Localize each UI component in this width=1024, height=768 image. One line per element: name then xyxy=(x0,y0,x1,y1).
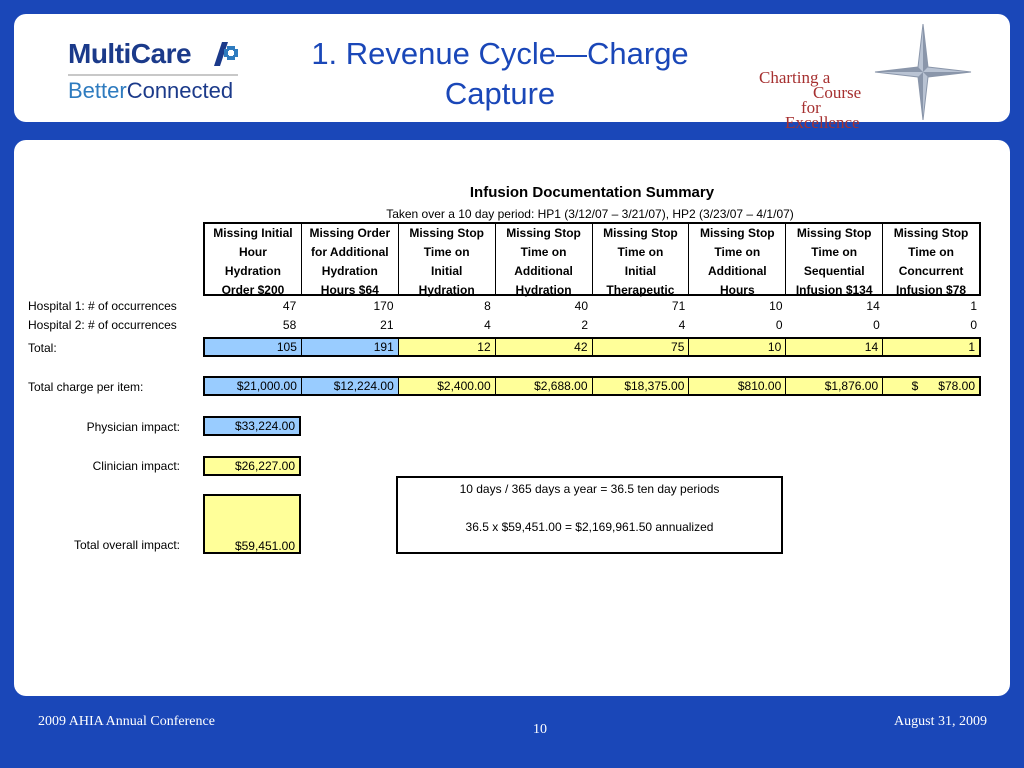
note-line-1: 10 days / 365 days a year = 36.5 ten day periods xyxy=(459,482,720,496)
cross-icon xyxy=(210,40,238,68)
table-cell: 10 xyxy=(689,339,786,355)
column-header: Missing Stop Time on Initial Therapeutic xyxy=(593,224,690,294)
table-cell: 191 xyxy=(302,339,399,355)
column-header: Missing Stop Time on Additional Hours xyxy=(689,224,786,294)
note-line-2: 36.5 x $59,451.00 = $2,169,961.50 annualized xyxy=(465,520,714,534)
hospital2-row xyxy=(203,318,981,332)
column-header: Missing Stop Time on Concurrent Infusion $78 xyxy=(893,226,969,297)
table-cell: 0 xyxy=(970,318,977,332)
table-cell: 105 xyxy=(205,339,302,355)
column-header: Missing Stop Time on Initial Hydration xyxy=(399,224,496,294)
table-cell: 71 xyxy=(671,299,686,313)
table-cell: 14 xyxy=(866,299,880,313)
physician-impact-value: $33,224.00 xyxy=(203,416,301,436)
table-cell: 170 xyxy=(373,299,394,313)
table-cell: 4 xyxy=(678,318,686,332)
hospital1-row xyxy=(203,299,981,313)
table-cell: 75 xyxy=(593,339,690,355)
table-cell: $ $78.00 xyxy=(883,378,979,394)
column-header: Missing Order for Additional Hydration Hours $64 xyxy=(302,224,399,294)
table-cell: 58 xyxy=(282,318,297,332)
column-header: Missing Stop Time on Additional Hydration xyxy=(496,224,593,294)
table-cell: 42 xyxy=(496,339,593,355)
table-cell: 0 xyxy=(873,318,880,332)
table-cell: $18,375.00 xyxy=(593,378,690,394)
table-cell: $12,224.00 xyxy=(302,378,399,394)
summary-title: Infusion Documentation Summary xyxy=(469,184,715,201)
table-cell: $2,688.00 xyxy=(496,378,593,394)
table-cell: 21 xyxy=(380,318,394,332)
slide-title: 1. Revenue Cycle—Charge Capture xyxy=(311,36,689,111)
logo-tagline: BetterConnected xyxy=(68,78,234,103)
table-cell: 1 xyxy=(883,339,979,355)
table-cell: 14 xyxy=(786,339,883,355)
physician-impact-label: Physician impact: xyxy=(86,420,180,434)
table-cell: 10 xyxy=(769,299,783,313)
charge-label: Total charge per item: xyxy=(28,380,144,394)
table-cell: $21,000.00 xyxy=(205,378,302,394)
table-cell: $2,400.00 xyxy=(399,378,496,394)
table-cell: 0 xyxy=(775,318,783,332)
clinician-impact-label: Clinician impact: xyxy=(92,459,180,473)
hospital1-label: Hospital 1: # of occurrences xyxy=(28,299,177,313)
table-cell: $810.00 xyxy=(689,378,786,394)
charge-row xyxy=(203,376,981,396)
footer-conference: 2009 AHIA Annual Conference xyxy=(38,714,215,729)
multicare-logo xyxy=(68,38,240,104)
logo-brand: MultiCare xyxy=(68,38,192,69)
table-cell: 4 xyxy=(484,318,491,332)
annualized-note xyxy=(396,476,783,554)
table-cell: 40 xyxy=(574,299,588,313)
total-row xyxy=(203,337,981,357)
column-header: Missing Initial Hour Hydration Order $200 xyxy=(205,224,302,294)
table-cell: 1 xyxy=(970,299,977,313)
column-headers xyxy=(203,222,981,296)
footer-date: August 31, 2009 xyxy=(894,714,987,729)
column-header: Missing Stop Time on Sequential Infusion $134 xyxy=(786,224,883,294)
summary-subtitle: Taken over a 10 day period: HP1 (3/12/07 – 3/21/07), HP2 (3/23/07 – 4/1/07) xyxy=(386,207,794,221)
table-cell: 47 xyxy=(282,299,297,313)
charting-course-logo xyxy=(755,22,1005,132)
table-cell: 12 xyxy=(399,339,496,355)
overall-impact-label: Total overall impact: xyxy=(73,538,180,552)
table-cell: 8 xyxy=(484,299,491,313)
overall-impact-value: $59,451.00 xyxy=(203,494,301,554)
charting-text: Charting a Course for Excellence xyxy=(759,68,862,132)
hospital2-label: Hospital 2: # of occurrences xyxy=(28,318,177,332)
table-cell: $1,876.00 xyxy=(786,378,883,394)
page-number: 10 xyxy=(533,722,547,737)
total-label: Total: xyxy=(28,341,57,355)
clinician-impact-value: $26,227.00 xyxy=(203,456,301,476)
logo-divider xyxy=(68,74,238,76)
table-cell: 2 xyxy=(581,318,588,332)
